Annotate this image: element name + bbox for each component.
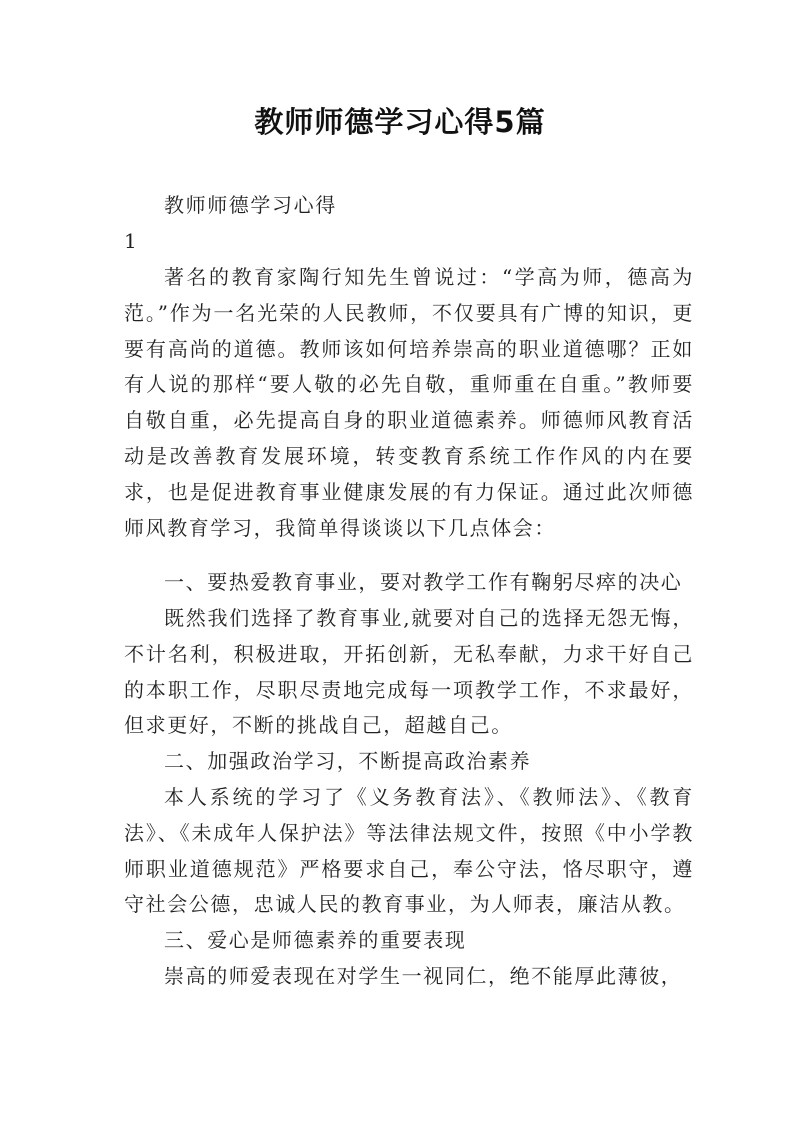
paragraph-point-one: 既然我们选择了教育事业,就要对自己的选择无怨无悔，不计名利，积极进取，开拓创新，无私奉献，力求干好自己的本职工作，尽职尽责地完成每一项教学工作，不求最好，但求更好，不断的挑战自己，超越自己。 bbox=[124, 606, 694, 738]
section-number: 1 bbox=[124, 229, 139, 253]
heading-point-two: 二、加强政治学习，不断提高政治素养 bbox=[164, 749, 532, 773]
heading-point-one: 一、要热爱教育事业，要对教学工作有鞠躬尽瘁的决心 bbox=[164, 570, 683, 594]
paragraph-point-three: 崇高的师爱表现在对学生一视同仁，绝不能厚此薄彼， bbox=[164, 964, 683, 988]
paragraph-intro: 著名的教育家陶行知先生曾说过：“学高为师，德高为范。”作为一名光荣的人民教师，不仅要具有广博的知识，更要有高尚的道德。教师该如何培养崇高的职业道德哪？正如有人说的那样“要人敬的必先自敬，重师重在自重。”教师要自敬自重，必先提高自身的职业道德素养。师德师风教育活动是改善教育发展环境，转变教育系统工作作风的内在要求，也是促进教育事业健康发展的有力保证。通过此次师德师风教育学习，我简单得谈谈以下几点体会： bbox=[124, 265, 694, 540]
document-title: 教师师德学习心得5篇 bbox=[254, 105, 546, 139]
heading-point-three: 三、爱心是师德素养的重要表现 bbox=[164, 928, 467, 952]
document-subtitle: 教师师德学习心得 bbox=[164, 193, 337, 217]
paragraph-point-two: 本人系统的学习了《义务教育法》、《教师法》、《教育法》、《未成年人保护法》等法律法规文件，按照《中小学教师职业道德规范》严格要求自己，奉公守法，恪尽职守，遵守社会公德，忠诚人民的教育事业，为人师表，廉洁从教。 bbox=[124, 785, 694, 917]
